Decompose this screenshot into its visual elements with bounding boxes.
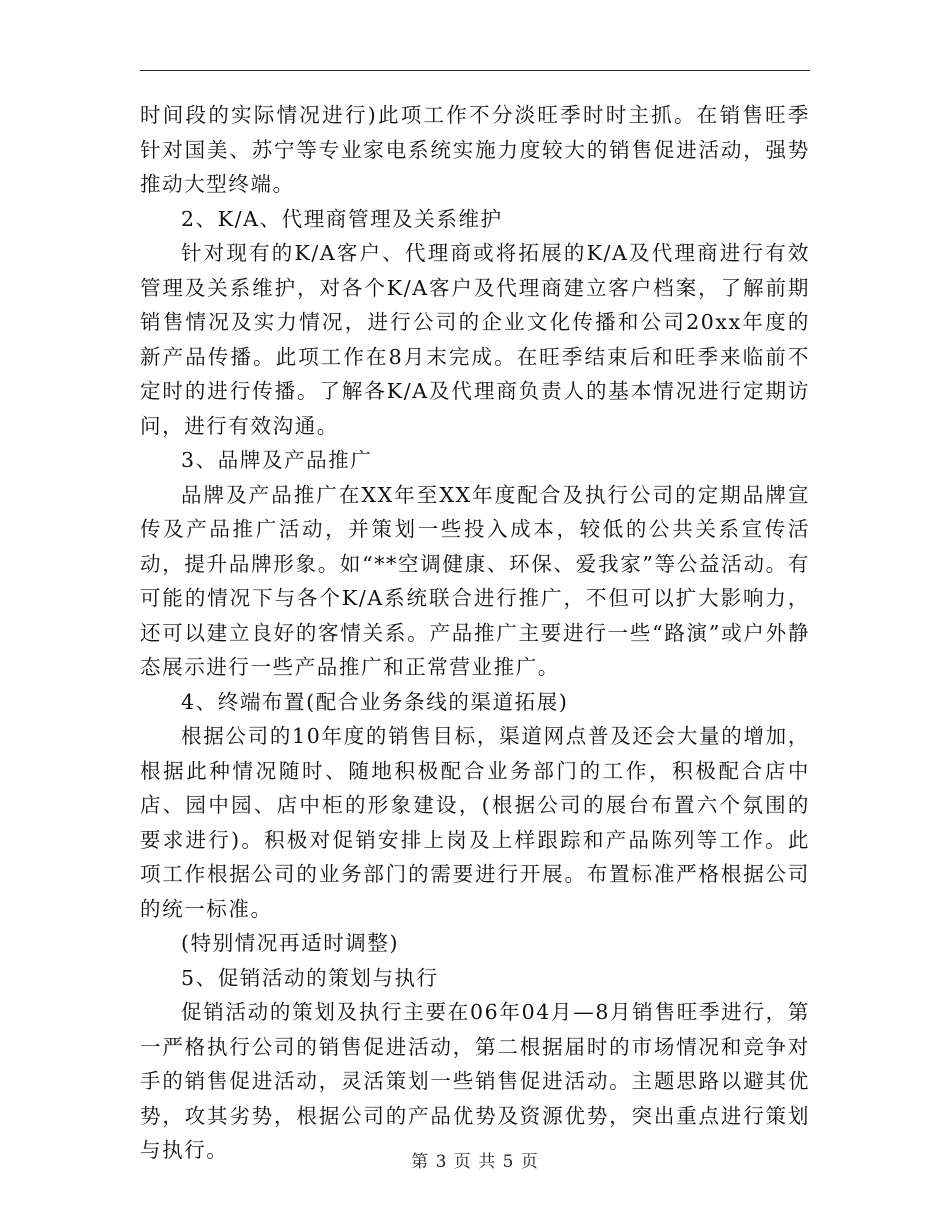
paragraph-5: 促销活动的策划及执行主要在06年04月—8月销售旺季进行，第一严格执行公司的销售促进活动，第二根据届时的市场情况和竞争对手的销售促进活动，灵活策划一些销售促进活动。主题思路以避其优势，攻其劣势，根据公司的产品优势及资源优势，突出重点进行策划与执行。 <box>140 1000 810 1162</box>
paragraph-4: 根据公司的10年度的销售目标，渠道网点普及还会大量的增加，根据此种情况随时、随地积极配合业务部门的工作，积极配合店中店、园中园、店中柜的形象建设，(根据公司的展台布置六个氛围的要求进行)。积极对促销安排上岗及上样跟踪和产品陈列等工作。此项工作根据公司的业务部门的需要进行开展。布置标准严格根据公司的统一标准。 <box>140 724 810 921</box>
heading-terminal-layout: 4、终端布置(配合业务条线的渠道拓展) <box>181 689 569 714</box>
page-number: 第 3 页 共 5 页 <box>411 1152 539 1172</box>
heading-promotion-planning: 5、促销活动的策划与执行 <box>181 965 439 990</box>
paragraph-2: 针对现有的K/A客户、代理商或将拓展的K/A及代理商进行有效管理及关系维护，对各个K/A客户及代理商建立客户档案，了解前期销售情况及实力情况，进行公司的企业文化传播和公司20xx年度的新产品传播。此项工作在8月末完成。在旺季结束后和旺季来临前不定时的进行传播。了解各K/A及代理商负责人的基本情况进行定期访问，进行有效沟通。 <box>140 241 810 438</box>
paragraph-3: 品牌及产品推广在XX年至XX年度配合及执行公司的定期品牌宣传及产品推广活动，并策划一些投入成本，较低的公共关系宣传活动，提升品牌形象。如“**空调健康、环保、爱我家”等公益活动。有可能的情况下与各个K/A系统联合进行推广，不但可以扩大影响力，还可以建立良好的客情关系。产品推广主要进行一些“路演”或户外静态展示进行一些产品推广和正常营业推广。 <box>140 482 810 679</box>
paragraph-1: 时间段的实际情况进行)此项工作不分淡旺季时时主抓。在销售旺季针对国美、苏宁等专业家电系统实施力度较大的销售促进活动，强势推动大型终端。 <box>140 103 810 196</box>
paragraph-note: (特别情况再适时调整) <box>181 931 400 955</box>
body-text <box>140 98 810 1168</box>
header-rule <box>140 70 810 71</box>
heading-ka-management: 2、K/A、代理商管理及关系维护 <box>181 206 503 231</box>
heading-brand-promotion: 3、品牌及产品推广 <box>181 448 373 472</box>
